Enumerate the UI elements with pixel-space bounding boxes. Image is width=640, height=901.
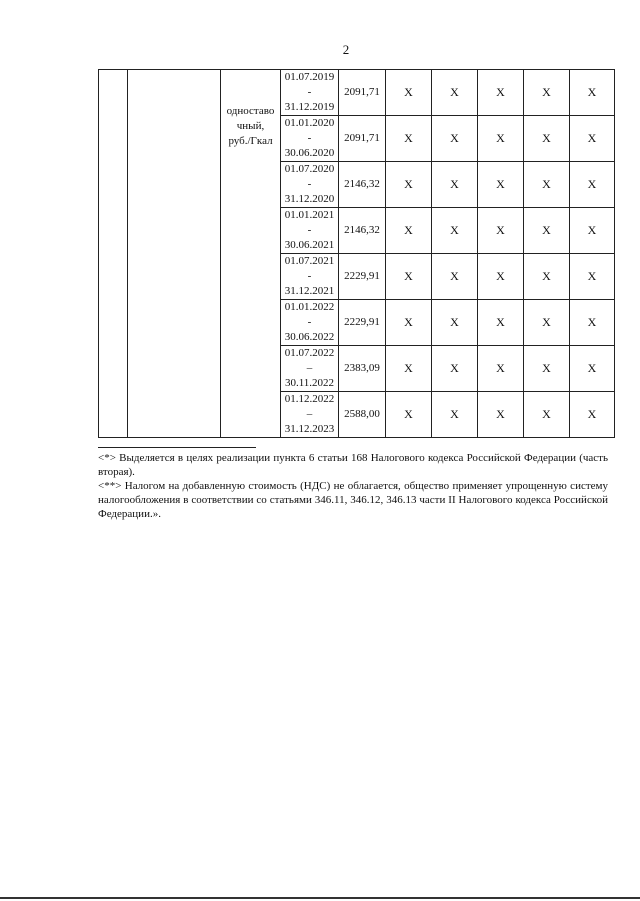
tariff-value: 2229,91	[339, 300, 386, 346]
x-mark: X	[570, 300, 615, 346]
x-mark: X	[524, 70, 570, 116]
x-mark: X	[386, 346, 432, 392]
period-cell: 01.07.2022 – 30.11.2022	[281, 346, 339, 392]
x-mark: X	[524, 162, 570, 208]
tariff-value: 2383,09	[339, 346, 386, 392]
empty-cell-number	[99, 70, 128, 438]
tariff-value: 2229,91	[339, 254, 386, 300]
x-mark: X	[478, 392, 524, 438]
table-row	[99, 70, 615, 116]
x-mark: X	[386, 300, 432, 346]
x-mark: X	[478, 116, 524, 162]
tariff-table	[98, 69, 615, 438]
page-number: 2	[342, 42, 350, 57]
x-mark: X	[570, 392, 615, 438]
x-mark: X	[570, 208, 615, 254]
period-cell: 01.01.2020 - 30.06.2020	[281, 116, 339, 162]
x-mark: X	[524, 116, 570, 162]
unit-line: руб./Гкал	[228, 135, 273, 147]
x-mark: X	[432, 346, 478, 392]
x-mark: X	[478, 300, 524, 346]
x-mark: X	[570, 254, 615, 300]
footnote-2: <**> Налогом на добавленную стоимость (НДС) не облагается, общество применяет упрощенную систему налогообложения в соответствии со статьями 346.11, 346.12, 346.13 части II Налогового кодекса Российской Федерации.».	[98, 480, 608, 520]
x-mark: X	[570, 346, 615, 392]
footnote-divider	[98, 447, 256, 448]
tariff-value: 2146,32	[339, 208, 386, 254]
x-mark: X	[524, 300, 570, 346]
x-mark: X	[386, 208, 432, 254]
x-mark: X	[478, 346, 524, 392]
x-mark: X	[524, 254, 570, 300]
x-mark: X	[386, 70, 432, 116]
x-mark: X	[432, 392, 478, 438]
x-mark: X	[478, 162, 524, 208]
tariff-value: 2588,00	[339, 392, 386, 438]
x-mark: X	[386, 116, 432, 162]
x-mark: X	[432, 116, 478, 162]
empty-cell-organization	[128, 70, 221, 438]
x-mark: X	[570, 162, 615, 208]
footnote-1: <*> Выделяется в целях реализации пункта 6 статьи 168 Налогового кодекса Российской Федерации (часть вторая).	[98, 452, 608, 478]
x-mark: X	[432, 208, 478, 254]
x-mark: X	[432, 300, 478, 346]
period-cell: 01.07.2019 - 31.12.2019	[281, 70, 339, 116]
x-mark: X	[478, 208, 524, 254]
x-mark: X	[570, 70, 615, 116]
x-mark: X	[386, 392, 432, 438]
period-cell: 01.01.2022 - 30.06.2022	[281, 300, 339, 346]
x-mark: X	[478, 70, 524, 116]
x-mark: X	[524, 392, 570, 438]
period-cell: 01.12.2022 – 31.12.2023	[281, 392, 339, 438]
period-cell: 01.01.2021 - 30.06.2021	[281, 208, 339, 254]
footnotes	[98, 451, 608, 521]
tariff-value: 2091,71	[339, 70, 386, 116]
tariff-value: 2146,32	[339, 162, 386, 208]
period-cell: 01.07.2021 - 31.12.2021	[281, 254, 339, 300]
unit-line: одноставо	[226, 105, 275, 117]
unit-cell	[221, 70, 281, 438]
x-mark: X	[432, 162, 478, 208]
period-cell: 01.07.2020 - 31.12.2020	[281, 162, 339, 208]
x-mark: X	[524, 346, 570, 392]
x-mark: X	[524, 208, 570, 254]
x-mark: X	[386, 254, 432, 300]
x-mark: X	[478, 254, 524, 300]
tariff-value: 2091,71	[339, 116, 386, 162]
x-mark: X	[386, 162, 432, 208]
x-mark: X	[432, 254, 478, 300]
x-mark: X	[570, 116, 615, 162]
page-bottom-edge	[0, 897, 640, 899]
unit-line: чный,	[236, 120, 265, 132]
x-mark: X	[432, 70, 478, 116]
